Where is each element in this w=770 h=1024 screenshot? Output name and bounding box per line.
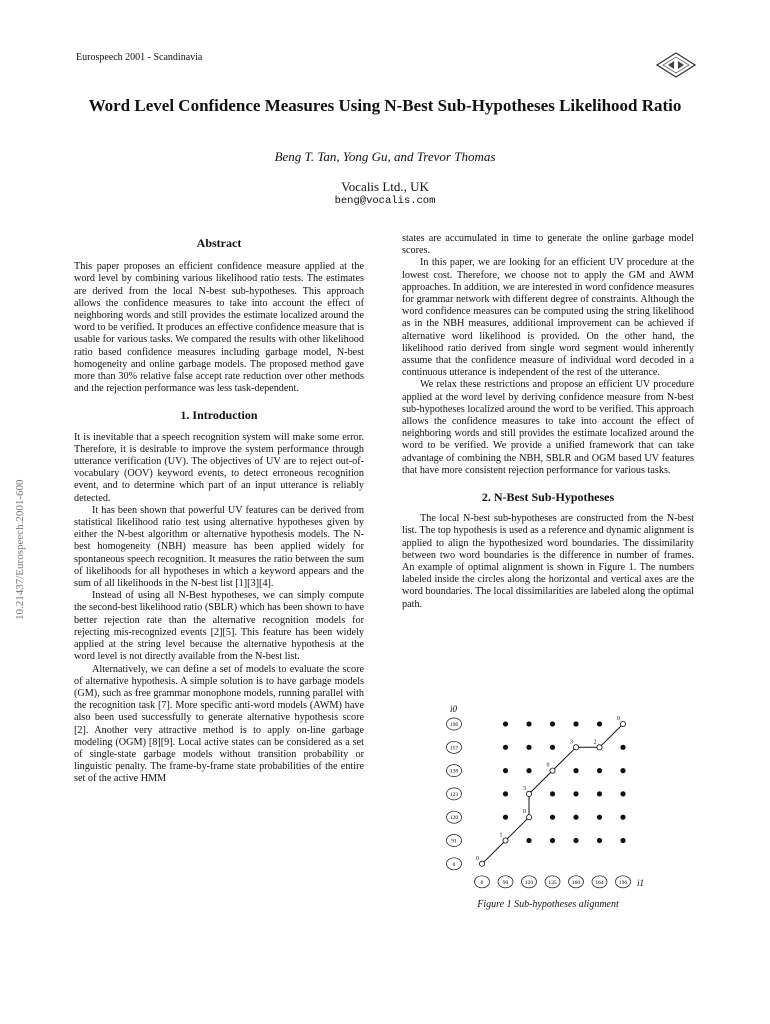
path-cost-label: 1: [499, 832, 503, 839]
grid-dot: [620, 768, 625, 773]
path-cost-label: 0: [476, 855, 479, 862]
grid-dot: [620, 815, 625, 820]
grid-dot: [526, 721, 531, 726]
y-tick-label: 138: [449, 768, 459, 775]
grid-dot: [503, 721, 508, 726]
x-tick-label: 160: [571, 879, 581, 886]
grid-dot: [550, 791, 555, 796]
intro-paragraph: It is inevitable that a speech recognition system will make some error. Therefore, it is desirable to improve the system performance through utterance verification (UV). The objectives of UV are to reject out-of-vocabulary (OOV) keyword events, to detect erroneous recognition event, and to determine which part of an input utterance is reliably detected.: [74, 431, 364, 504]
abstract-heading: Abstract: [196, 236, 242, 250]
left-column: [74, 237, 364, 786]
body-paragraph: We relax these restrictions and propose an efficient UV procedure applied at the word level by deriving confidence measure from N-best sub-hypotheses localized around the word to be verified. This approach allows the confidence measures to take into account the effect of neighboring words and still provides the estimate localized around the word to be verified. We provide a unified framework that can take advantage of combining the NBH, SBLR and OGM based UV features that have more consistent rejection performance for various tasks.: [402, 379, 694, 476]
grid-dot: [597, 838, 602, 843]
grid-dot: [550, 815, 555, 820]
grid-dot: [503, 815, 508, 820]
y-tick-label: 123: [449, 791, 459, 798]
alignment-figure: [440, 702, 660, 892]
x-tick-label: 135: [548, 879, 557, 886]
grid-dot: [573, 838, 578, 843]
path-node: [503, 838, 508, 843]
x-axis-label: i1: [637, 877, 645, 888]
path-cost-label: 0: [617, 716, 620, 722]
intro-heading: 1. Introduction: [180, 408, 258, 423]
grid-dot: [620, 745, 625, 750]
section2-heading: 2. N-Best Sub-Hypotheses: [481, 490, 615, 505]
grid-dot: [597, 815, 602, 820]
path-node: [597, 745, 602, 750]
intro-paragraph: It has been shown that powerful UV features can be derived from statistical likelihood ratio test using alternative hypotheses given by either the N-best algorithm or alternative hypothesis models. The N-best homogeneity (NBH) measure has been applied widely for spontaneous speech recognition. It measures the ratio between the sum of likelihoods for all hypotheses in which a keyword appears and the sum of all likelihoods in the N-best list [1][3][4].: [74, 504, 364, 590]
path-cost-label: 0: [523, 809, 526, 816]
grid-dot: [503, 768, 508, 773]
grid-dot: [550, 745, 555, 750]
intro-paragraph: Instead of using all N-Best hypotheses, we can simply compute the second-best likelihood ratio (SBLR) which has been shown to have better rejection rate than the alternative recognition models for rejecting mis-recognized events [2][5]. This feature has been widely applied at the string level because the alternative hypothesis at the word level is not directly available from the N-best list.: [74, 590, 364, 663]
grid-dot: [597, 721, 602, 726]
grid-dot: [573, 768, 578, 773]
grid-dot: [526, 745, 531, 750]
path-cost-label: 2: [593, 739, 597, 746]
x-tick-label: 0: [480, 879, 484, 886]
path-segment: [482, 841, 506, 864]
path-cost-label: 3: [523, 785, 526, 792]
path-node: [550, 768, 555, 773]
path-segment: [529, 771, 553, 794]
x-tick-label: 90: [502, 879, 509, 886]
grid-dot: [620, 838, 625, 843]
path-node: [526, 791, 531, 796]
eurospeech-logo: [656, 52, 696, 78]
grid-dot: [573, 815, 578, 820]
section2-paragraph: The local N-best sub-hypotheses are constructed from the N-best list. The top hypothesis is used as a reference and dynamic alignment is applied to align the hypothesized word boundaries. The dissimilarity between two word boundaries is the difference in number of frames. An example of optimal alignment is shown in Figure 1. The numbers labeled inside the circles along the horizontal and vertical axes are the word boundaries. The local dissimilarities are labeled along the optimal path.: [402, 513, 694, 610]
path-node: [573, 745, 578, 750]
right-column: [402, 233, 694, 611]
grid-dot: [573, 721, 578, 726]
x-tick-label: 164: [595, 879, 604, 886]
authors: Beng T. Tan, Yong Gu, and Trevor Thomas: [274, 149, 496, 164]
path-segment: [506, 817, 530, 840]
grid-dot: [526, 768, 531, 773]
x-tick-label: 196: [618, 879, 628, 886]
conference-header: Eurospeech 2001 - Scandinavia: [76, 52, 203, 63]
path-cost-label: 3: [570, 739, 573, 746]
doi-sidebar: 10.21437/Eurospeech.2001-600: [14, 479, 26, 620]
path-cost-label: 0: [546, 762, 550, 769]
y-axis-label: i0: [450, 704, 458, 714]
path-node: [526, 815, 531, 820]
y-tick-label: 157: [449, 745, 459, 752]
figure-caption: Figure 1 Sub-hypotheses alignment: [477, 899, 619, 910]
intro-paragraph: Alternatively, we can define a set of models to evaluate the score of alternative hypothesis. A simple solution is to have garbage models (GM), such as free grammar monophone models, running parallel with the recognition task [7]. More specific anti-word models (AWM) have also been used successfully to generate alternative hypothesis score [2]. Another very attractive method is to apply on-line garbage modeling (OGM) [8][9]. Local active states can be considered as a set of single-state garbage models without transition probability or linguistic penalty. The frame-by-frame state probabilities of the entire set of the active HMM: [74, 663, 364, 785]
path-node: [620, 721, 625, 726]
grid-dot: [503, 745, 508, 750]
x-tick-label: 120: [524, 879, 534, 886]
grid-dot: [526, 838, 531, 843]
grid-dot: [550, 721, 555, 726]
email: beng@vocalis.com: [334, 195, 436, 207]
body-paragraph: In this paper, we are looking for an efficient UV procedure at the lowest cost. Therefore, we choose not to apply the GM and AWM approaches. In addition, we are interested in word confidence measures for grammar network with different degree of constraints. Although the word confidence measures can be computed using the string likelihood as in the NBH measures, additional improvement can be achieved if alternative word likelihood is provided. On the other hand, the likelihood ratio derived from single word segment would inherently assume that the confidence measure of individual word decoded in a continuous utterance is independent of the rest of the utterance.: [402, 257, 694, 379]
y-tick-label: 120: [449, 815, 459, 822]
grid-dot: [597, 791, 602, 796]
grid-dot: [573, 791, 578, 796]
y-tick-label: 0: [452, 861, 456, 868]
path-segment: [600, 724, 624, 747]
path-segment: [553, 747, 577, 770]
affiliation: Vocalis Ltd., UK: [341, 179, 429, 194]
abstract-text: This paper proposes an efficient confidence measure applied at the word level by combining various likelihood ratio tests. The estimates are derived from the local N-best sub-hypotheses. This approach allows the confidence measures to take into account the effect of neighboring words and still provides the estimate localized around the word to be verified. It produces an effective confidence measure that is usable for various tasks. We compared the results with other likelihood ratio based confidence measures including garbage model, N-best homogeneity and online garbage models. The proposed method gave more than 30% relative false accept rate reduction over other methods and the rejection performance was less task-dependent.: [74, 261, 364, 395]
grid-dot: [620, 791, 625, 796]
body-paragraph: states are accumulated in time to generate the online garbage model scores.: [402, 233, 694, 257]
paper-title: Word Level Confidence Measures Using N-Best Sub-Hypotheses Likelihood Ratio: [88, 96, 682, 115]
grid-dot: [597, 768, 602, 773]
path-node: [479, 861, 484, 866]
y-tick-label: 196: [449, 722, 459, 728]
grid-dot: [503, 791, 508, 796]
y-tick-label: 91: [451, 838, 457, 845]
grid-dot: [550, 838, 555, 843]
